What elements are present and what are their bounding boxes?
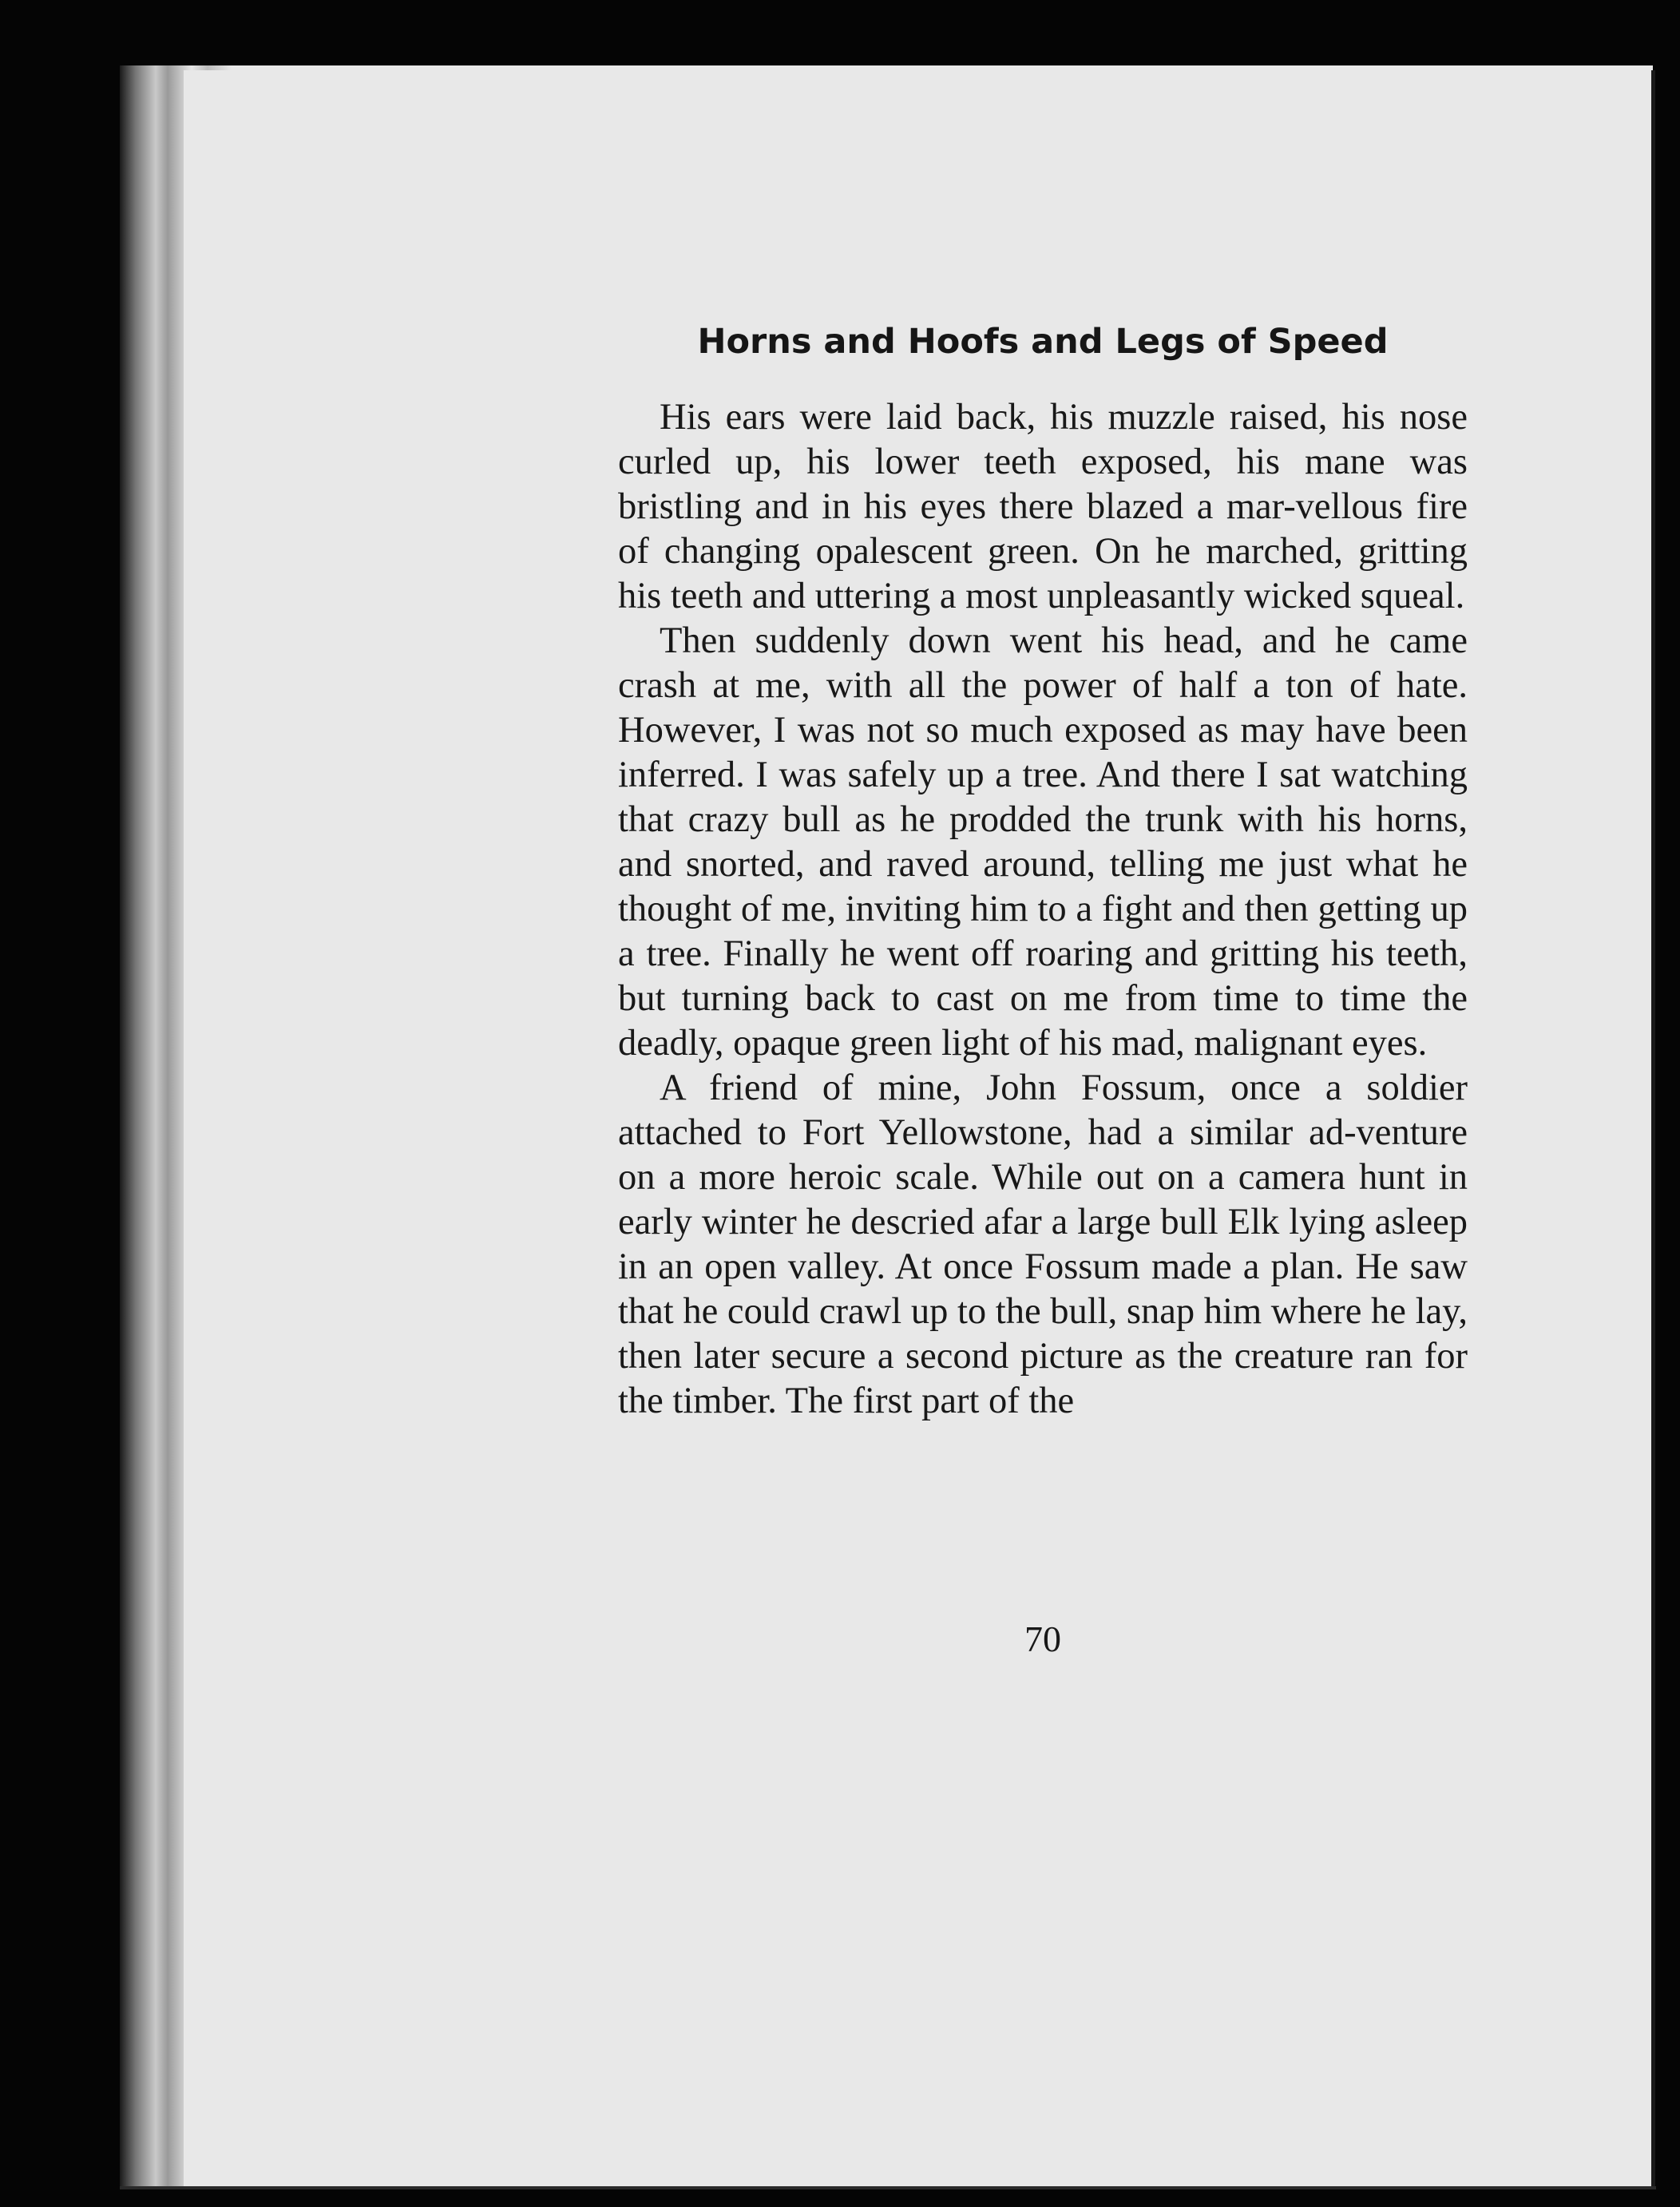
running-header: Horns and Hoofs and Legs of Speed — [697, 322, 1389, 362]
paragraph-1: His ears were laid back, his muzzle raised, his nose curled up, his lower teeth exposed, his mane was bristling and in his eyes there blazed a mar-vellous fire of changing opalescent green. On he marched, gritting his teeth and uttering a most unpleasantly wicked squeal. — [618, 397, 1468, 616]
paragraph-2: Then suddenly down went his head, and he came crash at me, with all the power of half a ton of hate. However, I was not so much exposed as may have been inferred. I was safely up a tree. And there I sat watching that crazy bull as he prodded the trunk with his horns, and snorted, and raved around, telling me just what he thought of me, inviting him to a fight and then getting up a tree. Finally he went off roaring and gritting his teeth, but turning back to cast on me from time to time the deadly, opaque green light of his mad, malignant eyes. — [618, 620, 1468, 1064]
page-right-edge — [1651, 70, 1655, 2186]
page-number: 70 — [1024, 1619, 1061, 1659]
paragraph-3: A friend of mine, John Fossum, once a soldier attached to Fort Yellowstone, had a similar ad-venture on a more heroic scale. While out on a camera hunt in early winter he descried afar a large bull Elk lying asleep in an open valley. At once Fossum made a plan. He saw that he could crawl up to the bull, snap him where he lay, then later secure a second picture as the creature ran for the timber. The first part of the — [618, 1068, 1468, 1421]
page-bottom-edge — [120, 2186, 1656, 2189]
body-text — [618, 395, 1468, 1424]
